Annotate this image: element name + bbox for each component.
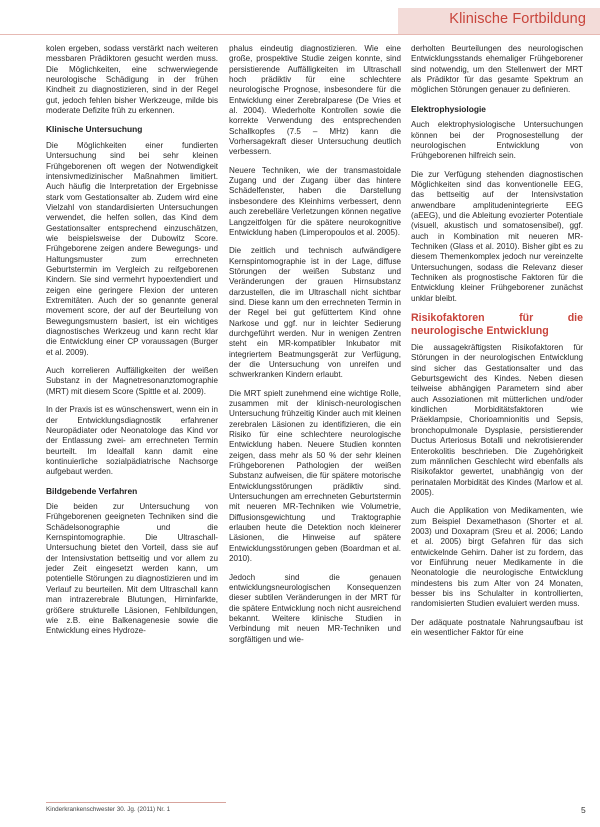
paragraph: derholten Beurteilungen des neurologischen Entwicklungsstands ehemaliger Frühgeborener sind notwendig, um den Stellenwert der MRT als Prädiktor für das gesamte Spektrum an möglichen Störungen genauer zu definieren. bbox=[411, 44, 583, 95]
footer-rule bbox=[46, 802, 226, 803]
paragraph: Jedoch sind die genauen entwicklungsneurologischen Konsequenzen dieser subtilen Veränderungen in der MRT für die spätere Entwicklung noch nicht ausreichend bekannt. Weitere klinische Studien in Verbindung mit neuen MR-Techniken und sorgfältigen und wie- bbox=[229, 572, 401, 644]
paragraph: Die zur Verfügung stehenden diagnostischen Möglichkeiten sind das konventionelle EEG, das bettseitig auf der Intensivstation anwendbare amplitudenintegrierte EEG (aEEG), und die Ableitung evozierter Potentiale (visuell, akustisch und somatosensibel), ggf. auch in Kombination mit neueren MR-Techniken (Glass et al. 2010). Bisher gibt es zu diesem Themenkomplex jedoch nur vereinzelte Untersuchungen, sodass die Relevanz dieser Techniken als prognostische Faktoren für die Entwicklung kleiner Frühgeborener zunächst unklar bleibt. bbox=[411, 169, 583, 303]
paragraph: Auch elektrophysiologische Untersuchungen können bei der Prognosestellung der neurologischen Entwicklung von Frühgeborenen hilfreich sein. bbox=[411, 120, 583, 161]
page-number: 5 bbox=[581, 805, 586, 815]
section-heading: Risikofaktoren für die neurologische Entwicklung bbox=[411, 312, 583, 337]
paragraph: Auch korrelieren Auffälligkeiten der weißen Substanz in der Magnetresonanztomographie (MRT) mit diesem Score (Spittle et al. 2009). bbox=[46, 366, 218, 396]
subsection-heading: Elektrophysiologie bbox=[411, 103, 486, 114]
journal-footer: Kinderkrankenschwester 30. Jg. (2011) Nr. 1 bbox=[46, 806, 171, 813]
subsection-heading: Bildgebende Verfahren bbox=[46, 485, 138, 496]
paragraph: Auch die Applikation von Medikamenten, wie zum Beispiel Dexamethason (Shorter et al. 2003) und Doxapram (Sreu et al. 2006; Lando et al. 2005) birgt Gefahren für das sich entwickelnde Gehirn. Daher ist zu fordern, das vor Einführung neuer Medikamente in die Neonatologie die neurologische Entwicklung mindestens bis zum Alter von 24 Monaten, besser bis ins Schulalter in kontrollierten, randomisierten Studien evaluiert werden muss. bbox=[411, 506, 583, 609]
text-column-left bbox=[46, 44, 218, 645]
paragraph: Neuere Techniken, wie der transmastoidale Zugang und der Zugang über das hintere Schädelfenster, haben die Darstellung insbesondere des Kleinhirns verbessert, denn auch zerebelläre Verletzungen können negative Langzeitfolgen für die spätere neurokognitive Entwicklung haben (Limperopoulos et al. 2005). bbox=[229, 165, 401, 237]
text-column-right bbox=[411, 44, 583, 646]
paragraph: kolen ergeben, sodass verstärkt nach weiteren messbaren Prädiktoren gesucht werden muss. Die Möglichkeiten, eine schwerwiegende neurologische Schädigung in der frühen Kindheit zu diagnostizieren, sind in der Regel gut, jedoch fehlen bisher Werkzeuge, milde bis moderate Defizite früh zu erkennen. bbox=[46, 44, 218, 116]
section-title: Klinische Fortbildung bbox=[449, 11, 586, 27]
text-column-middle bbox=[229, 44, 401, 653]
subsection-heading: Klinische Untersuchung bbox=[46, 124, 143, 135]
page-header bbox=[0, 0, 600, 40]
paragraph: phalus eindeutig diagnostizieren. Wie eine große, prospektive Studie zeigen konnte, sind persistierende Auffälligkeiten im Ultraschall hoch prädiktiv für eine schlechtere neurologische Prognose, insbesondere für die Entwicklung einer Zerebralparese (De Vries et al. 2004). Wiederholte Kontrollen sowie die korrekte Verwendung des entsprechenden Schallkopfes (7.5 – MHz) kann die Vorhersagekraft dieser Untersuchung deutlich verbessern. bbox=[229, 44, 401, 157]
paragraph: Die aussagekräftigsten Risikofaktoren für Störungen in der neurologischen Entwicklung sind sicher das Gestationsalter und das Geburtsgewicht des Kindes. Neben diesen teilweise abhängigen Parametern sind aber auch Assoziationen mit mütterlichen und/oder kindlichen Morbiditätsfaktoren wie Präeklampsie, Chorioamnionitis und Sepsis, bronchopulmonale Dysplasie, persistierender Ductus Arteriosus Botalli und nekrotisierender Enterokolitis beschrieben. Die Zugehörigkeit zum männlichen Geschlecht wird ebenfalls als Risikofaktor gewertet, unabhängig von der perinatalen Morbidität des Kindes (Marlow et al. 2005). bbox=[411, 343, 583, 497]
paragraph: Der adäquate postnatale Nahrungsaufbau ist ein wesentlicher Faktor für eine bbox=[411, 617, 583, 637]
paragraph: Die beiden zur Untersuchung von Frühgeborenen geeigneten Techniken sind die Schädelsonographie und die Kernspintomographie. Die Ultraschall-Untersuchung bietet den Vorteil, dass sie auf der Intensivstation bettseitig und vor allem zu jeder Zeit eingesetzt werden kann, um potentielle Störungen zu diagnostizieren und im Verlauf zu beurteilen. Mit dem Ultraschall kann man intrazerebrale Blutungen, Hirninfarkte, größere strukturelle Läsionen, Fehlbildungen, wie z.B. eine Balkenagenesie sowie die Entwicklung eines Hydroze- bbox=[46, 502, 218, 636]
paragraph: In der Praxis ist es wünschenswert, wenn ein in der Entwicklungsdiagnostik erfahrener Neuropädiater oder Neonatologe das Kind vor der Entlassung zwei- am errechneten Termin beurteilt. Im Idealfall kann damit eine kontinuierliche sozialpädiatrische Nachsorge aufgebaut werden. bbox=[46, 405, 218, 477]
header-rule bbox=[0, 34, 600, 35]
paragraph: Die zeitlich und technisch aufwändigere Kernspintomographie ist in der Lage, diffuse Störungen der weißen Substanz und Veränderungen der grauen Hirnsubstanz darzustellen, die im Ultraschall nicht sichtbar sind. Diese kann um den errechneten Termin in der Regel bei gut gefüttertem Kind ohne Narkose und ggf. nur in leichter Sedierung durchgeführt werden. Nur in wenigen Zentren steht ein MR-kompatibler Inkubator mit integriertem Beatmungsgerät zur Verfügung, der die Untersuchung von unreifen und schwerkranken Kindern erlaubt. bbox=[229, 246, 401, 380]
paragraph: Die Möglichkeiten einer fundierten Untersuchung sind bei sehr kleinen Frühgeborenen oft wegen der Notwendigkeit intensivmedizinischer Maßnahmen limitiert. Auch häufig die Interpretation der Ergebnisse stark vom Gestationsalter ab. Zudem wird eine Vielzahl von standardisierten Untersuchungen verwendet, die helfen sollen, das Kind dem Gestationsalter entsprechend einzuschätzen, wie beispielsweise der Dubowitz Score. Frühgeborene zeigen andere Bewegungs- und Haltungsmuster zum errechneten Geburtstermin im Vergleich zu reifgeborenen Kindern. Sie sind vermehrt hypoextendiert und zeigen eine geringere Flexion der unteren Extremitäten. Auch der so genannte general movement score, der auf der Beurteilung von Bewegungsmustern basiert, ist ein wichtiges diagnostisches Werkzeug und kann recht klar die Entwicklung einer CP voraussagen (Burger et al. 2009). bbox=[46, 140, 218, 357]
paragraph: Die MRT spielt zunehmend eine wichtige Rolle, zusammen mit der klinisch-neurologischen Untersuchung frühzeitig Kinder auch mit kleinen zerebralen Läsionen zu identifizieren, die ein Risiko für eine schlechtere neurologische Entwicklung haben. Neuere Studien konnten zeigen, dass mehr als 50 % der sehr kleinen Frühgeborenen Pathologien der weißen Substanz aufweisen, die für spätere motorische Entwicklungsstörungen prädiktiv sind. Untersuchungen am errechneten Geburtstermin mit neueren MR-Techniken wie Volumetrie, Diffusionsgewichtung und Traktographie erlauben heute die Detektion noch kleinerer Läsionen, die Hinweise auf spätere Entwicklungsstörungen geben (Boardman et al. 2010). bbox=[229, 388, 401, 564]
